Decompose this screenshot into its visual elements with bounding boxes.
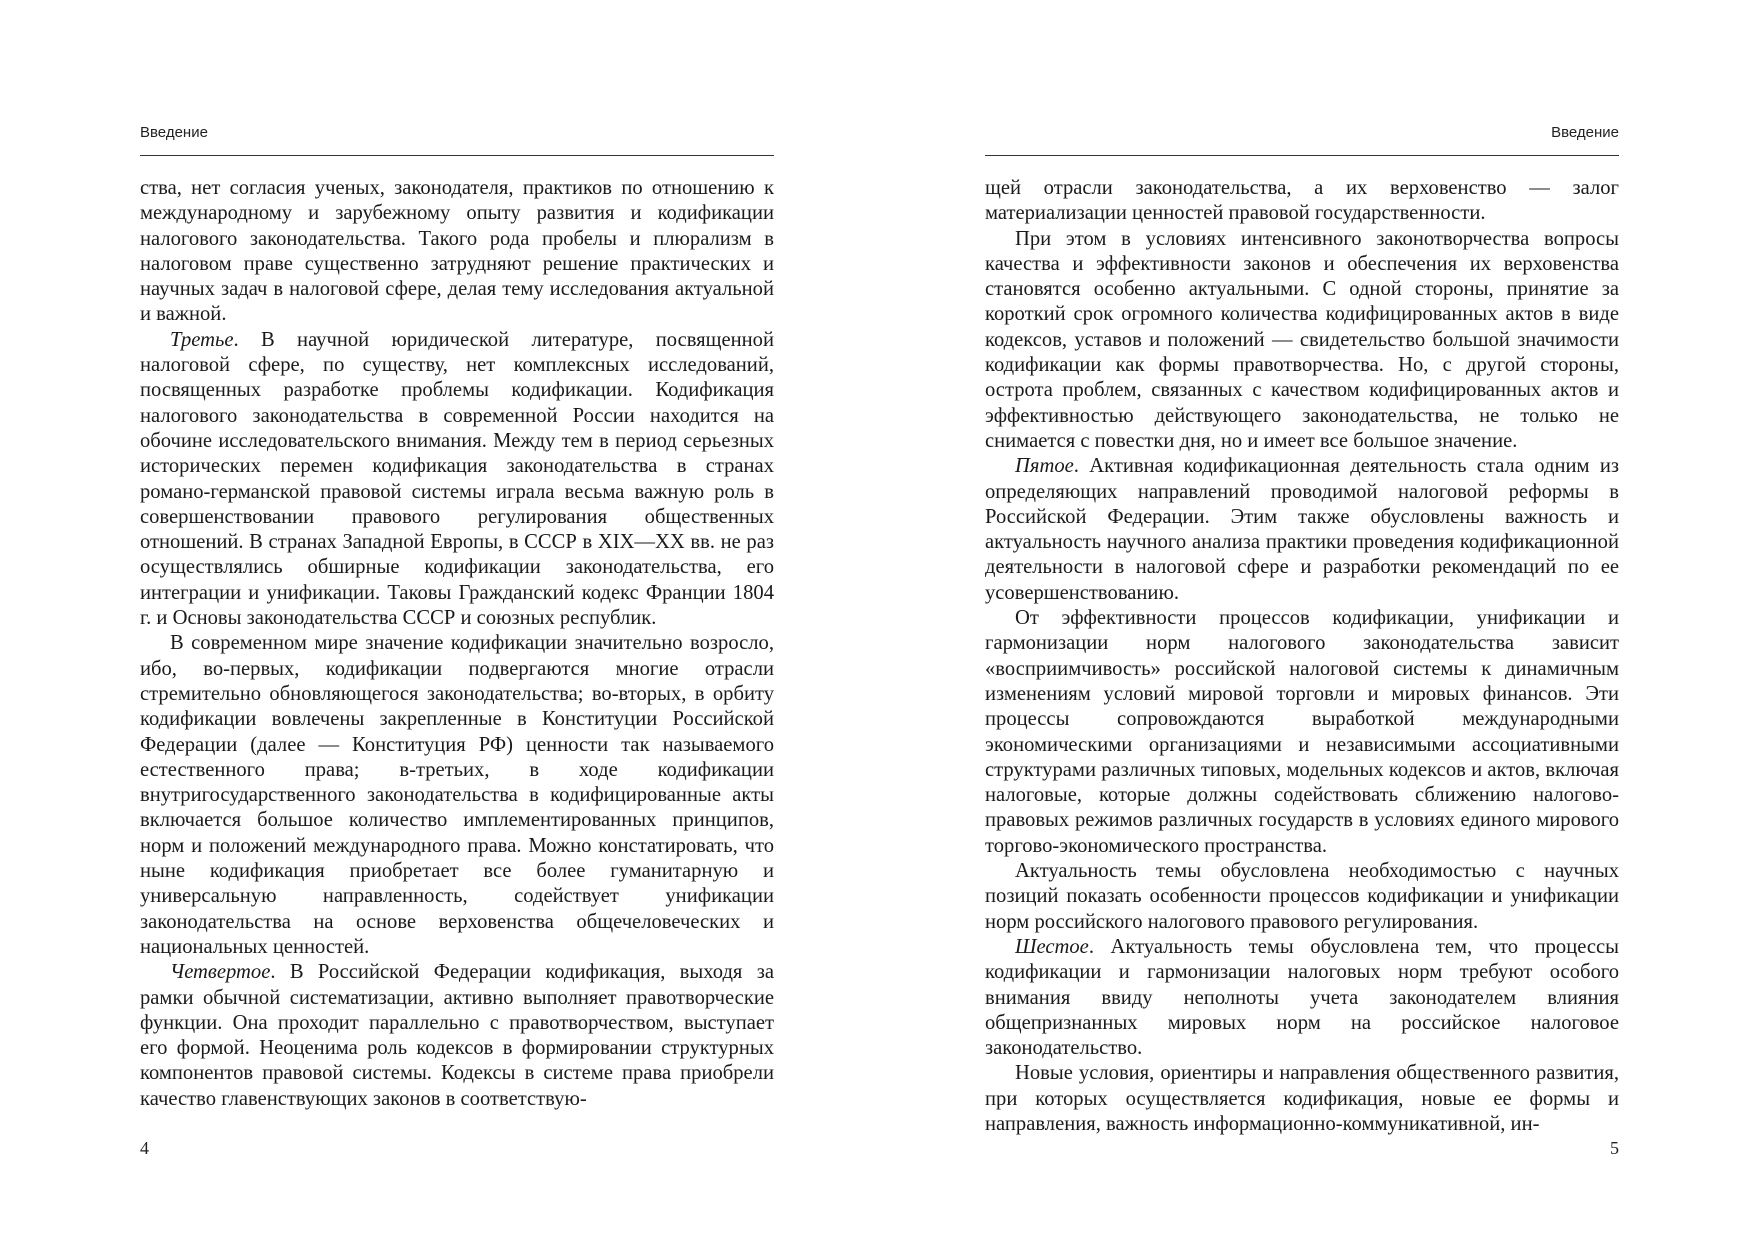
paragraph-text: При этом в условиях интенсивного законотворчества вопросы качества и эффективности законов и обеспечения их верховенства становятся особенно актуальными. С одной стороны, принятие за короткий срок огромного количества кодифицированных актов в виде кодексов, уставов и положений — свидетельство большой значимости кодификации как формы правотворчества. Но, с другой стороны, острота проблем, связанных с качеством кодифицированных актов и эффективностью действующего законодательства, не только не снимается с повестки дня, но и имеет все большое значение. (985, 227, 1619, 452)
paragraph-text: Новые условия, ориентиры и направления общественного развития, при которых осуществляется кодификация, новые ее формы и направления, важность информационно-коммуникативной, ин- (985, 1062, 1619, 1135)
paragraph (985, 227, 1619, 455)
paragraph-text: Актуальность темы обусловлена необходимостью с научных позиций показать особенности процессов кодификации и унификации норм российского налогового правового регулирования. (985, 860, 1619, 933)
paragraph-text: ства, нет согласия ученых, законодателя, практиков по отношению к международному и зарубежному опыту развития и кодификации налогового законодательства. Такого рода пробелы и плюрализм в налоговом праве существенно затрудняют решение практических и научных задач в налоговой сфере, делая тему исследования актуальной и важной. (140, 177, 774, 326)
paragraph (985, 859, 1619, 935)
paragraph-text: . Актуальность темы обусловлена тем, что процессы кодификации и гармонизации налоговых норм требуют особого внимания ввиду неполноты учета законодателем влияния общепризнанных мировых норм на российское налоговое законодательство. (985, 935, 1619, 1060)
paragraph-lead: Шестое (1015, 935, 1089, 958)
paragraph-text: . В Российской Федерации кодификация, выходя за рамки обычной систематизации, активно выполняет правотворческие функции. Она проходит параллельно с правотворчеством, выступает его формой. Неоценима роль кодексов в формировании структурных компонентов правовой системы. Кодексы в системе права приобрели качество главенствующих законов в соответствую- (140, 961, 774, 1110)
paragraph-lead: Пятое (1015, 455, 1074, 478)
paragraph-text: От эффективности процессов кодификации, унификации и гармонизации норм налогового законодательства зависит «восприимчивость» российской налоговой системы к динамичным изменениям условий мировой торговли и мировых финансов. Эти процессы сопровождаются выработкой международными экономическими организациями и независимыми ассоциативными структурами различных типовых, модельных кодексов и актов, включая налоговые, которые должны содействовать сближению налогово-правовых режимов различных государств в условиях единого мирового торгово-экономического пространства. (985, 607, 1619, 857)
right-page (877, 0, 1755, 1241)
page-body (140, 176, 774, 1112)
page-number: 4 (140, 1138, 149, 1158)
paragraph (140, 176, 774, 328)
header-rule (140, 155, 774, 156)
paragraph (985, 606, 1619, 859)
paragraph-lead: Третье (170, 328, 234, 351)
paragraph (985, 1061, 1619, 1137)
page-body (985, 176, 1619, 1137)
paragraph (985, 454, 1619, 606)
paragraph-text: В современном мире значение кодификации значительно возросло, ибо, во-первых, кодификации подвергаются многие отрасли стремительно обновляющегося законодательства; во-вторых, в орбиту кодификации вовлечены закрепленные в Конституции Российской Федерации (далее — Конституция РФ) ценности так называемого естественного права; в-третьих, в ходе кодификации внутригосударственного законодательства в кодифицированные акты включается большое количество имплементированных принципов, норм и положений международного права. Можно констатировать, что ныне кодификация приобретает все более гуманитарную и универсальную направленность, содействует унификации законодательства на основе верховенства общечеловеческих и национальных ценностей. (140, 632, 774, 958)
paragraph-text: щей отрасли законодательства, а их верховенство — залог материализации ценностей правовой государственности. (985, 177, 1619, 225)
paragraph (140, 328, 774, 632)
paragraph (985, 176, 1619, 227)
paragraph (985, 935, 1619, 1061)
paragraph (140, 631, 774, 960)
paragraph (140, 960, 774, 1112)
left-page (0, 0, 877, 1241)
page-number: 5 (1610, 1138, 1619, 1158)
paragraph-lead: Четвертое (170, 961, 271, 984)
paragraph-text: . Активная кодификационная деятельность стала одним из определяющих направлений проводимой налоговой реформы в Российской Федерации. Этим также обусловлены важность и актуальность научного анализа практики проведения кодификационной деятельности в налоговой сфере и разработки рекомендаций по ее усовершенствованию. (985, 455, 1619, 604)
running-head: Введение (1551, 124, 1619, 141)
paragraph-text: . В научной юридической литературе, посвященной налоговой сфере, по существу, нет комплексных исследований, посвященных разработке проблемы кодификации. Кодификация налогового законодательства в современной России находится на обочине исследовательского внимания. Между тем в период серьезных исторических перемен кодификация законодательства в странах романо-германской правовой системы играла весьма важную роль в совершенствовании правового регулирования общественных отношений. В странах Западной Европы, в СССР в XIX—XX вв. не раз осуществлялись обширные кодификации законодательства, его интеграции и унификации. Таковы Гражданский кодекс Франции 1804 г. и Основы законодательства СССР и союзных республик. (140, 328, 774, 630)
running-head: Введение (140, 124, 208, 141)
header-rule (985, 155, 1619, 156)
